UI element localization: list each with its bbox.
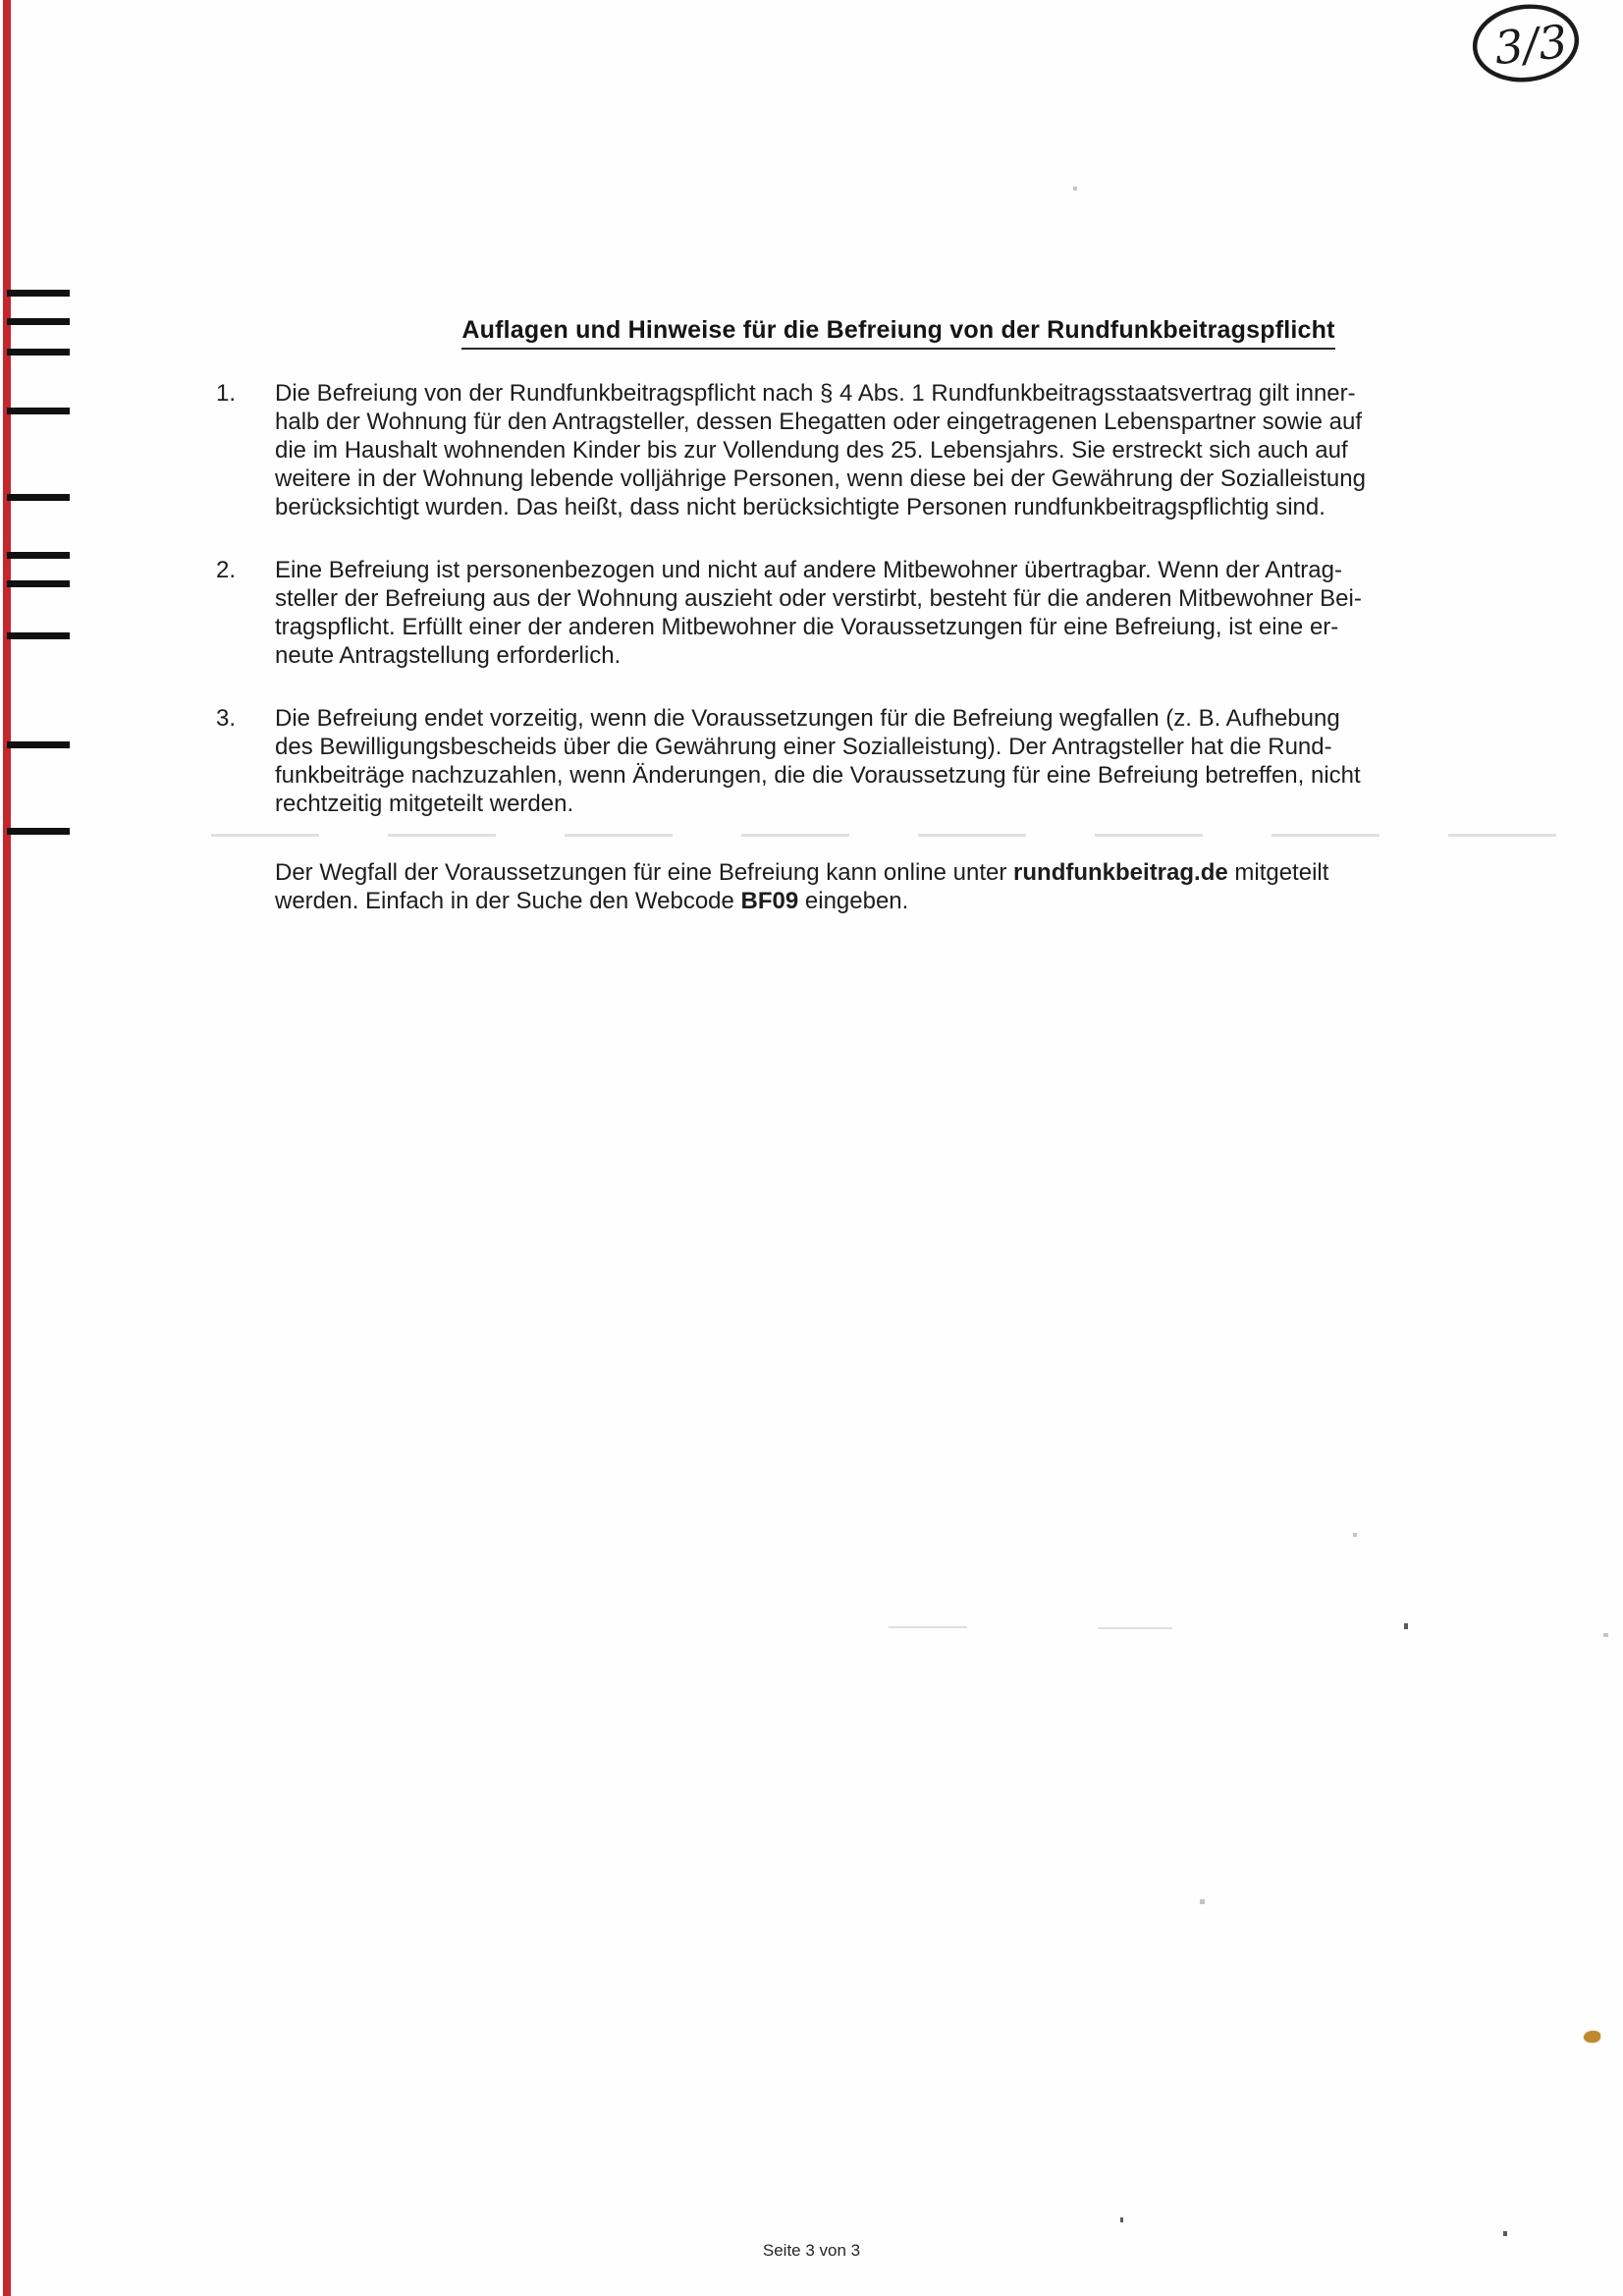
text-line: tragspflicht. Erfüllt einer der anderen Mitbewohner die Voraussetzungen für eine Befreiung, ist eine er- <box>275 614 1339 640</box>
list-item <box>216 556 1591 670</box>
scan-artifact <box>1098 1627 1172 1629</box>
item-text <box>275 379 1591 521</box>
closing-text: werden. Einfach in der Suche den Webcode <box>275 888 741 914</box>
scan-speck <box>1120 2217 1123 2222</box>
margin-dash <box>7 580 70 587</box>
text-line: Die Befreiung endet vorzeitig, wenn die Voraussetzungen für die Befreiung wegfallen (z. B. Aufhebung <box>275 705 1340 732</box>
text-line: die im Haushalt wohnenden Kinder bis zur Vollendung des 25. Lebensjahrs. Sie erstreckt sich auch auf <box>275 437 1348 464</box>
list-item <box>216 379 1591 521</box>
margin-dash <box>7 828 70 835</box>
text-line: berücksichtigt wurden. Das heißt, dass nicht berücksichtigte Personen rundfunkbeitragspflichtig sind. <box>275 494 1325 520</box>
scan-speck <box>1073 187 1077 191</box>
scan-artifact <box>889 1626 967 1628</box>
handwritten-page-number: 3/3 <box>1491 14 1570 76</box>
text-line: Eine Befreiung ist personenbezogen und nicht auf andere Mitbewohner übertragbar. Wenn der Antrag- <box>275 557 1342 583</box>
item-text <box>275 556 1591 670</box>
scan-fold-line <box>211 834 1594 837</box>
closing-text: Der Wegfall der Voraussetzungen für eine Befreiung kann online unter <box>275 859 1014 886</box>
text-line: steller der Befreiung aus der Wohnung auszieht oder verstirbt, besteht für die anderen Mitbewohner Bei- <box>275 585 1362 612</box>
closing-text: eingeben. <box>798 888 909 914</box>
text-line: neute Antragstellung erforderlich. <box>275 642 622 669</box>
text-line: des Bewilligungsbescheids über die Gewährung einer Sozialleistung). Der Antragsteller hat die Rund- <box>275 734 1332 760</box>
scan-speck <box>1404 1623 1408 1629</box>
title-row <box>265 316 1532 350</box>
closing-paragraph <box>275 858 1591 915</box>
list-item <box>216 704 1591 818</box>
margin-dash <box>7 741 70 748</box>
margin-dash <box>7 408 70 414</box>
text-line: weitere in der Wohnung lebende volljährige Personen, wenn diese bei der Gewährung der Sozialleistung <box>275 465 1366 492</box>
website-name: rundfunkbeitrag.de <box>1013 859 1228 886</box>
scan-speck <box>1200 1899 1205 1904</box>
margin-dash <box>7 552 70 559</box>
scan-speck <box>1503 2231 1507 2236</box>
closing-text: mitgeteilt <box>1227 859 1329 886</box>
scan-edge-line <box>3 0 11 2296</box>
text-line: halb der Wohnung für den Antragsteller, dessen Ehegatten oder eingetragenen Lebenspartner sowie auf <box>275 409 1363 435</box>
item-number: 1. <box>216 380 237 407</box>
scan-speck <box>1603 1633 1608 1637</box>
orange-stain <box>1584 2031 1600 2043</box>
webcode: BF09 <box>740 888 799 914</box>
handwritten-page-mark <box>1465 0 1593 98</box>
text-line: rechtzeitig mitgeteilt werden. <box>275 791 574 817</box>
item-number: 3. <box>216 705 237 732</box>
document-title: Auflagen und Hinweise für die Befreiung von der Rundfunkbeitragspflicht <box>461 316 1334 350</box>
margin-dash <box>7 318 70 325</box>
page-number: Seite 3 von 3 <box>762 2241 861 2260</box>
margin-dash <box>7 494 70 501</box>
scan-speck <box>1353 1533 1357 1537</box>
text-line: Die Befreiung von der Rundfunkbeitragspflicht nach § 4 Abs. 1 Rundfunkbeitragsstaatsvertrag gilt inner- <box>275 380 1356 407</box>
margin-dash <box>7 632 70 639</box>
margin-dash <box>7 349 70 355</box>
margin-dash <box>7 290 70 297</box>
numbered-list <box>216 379 1591 852</box>
item-number: 2. <box>216 557 237 583</box>
text-line: funkbeiträge nachzuzahlen, wenn Änderungen, die die Voraussetzung für eine Befreiung betreffen, nicht <box>275 762 1361 789</box>
item-text <box>275 704 1591 818</box>
